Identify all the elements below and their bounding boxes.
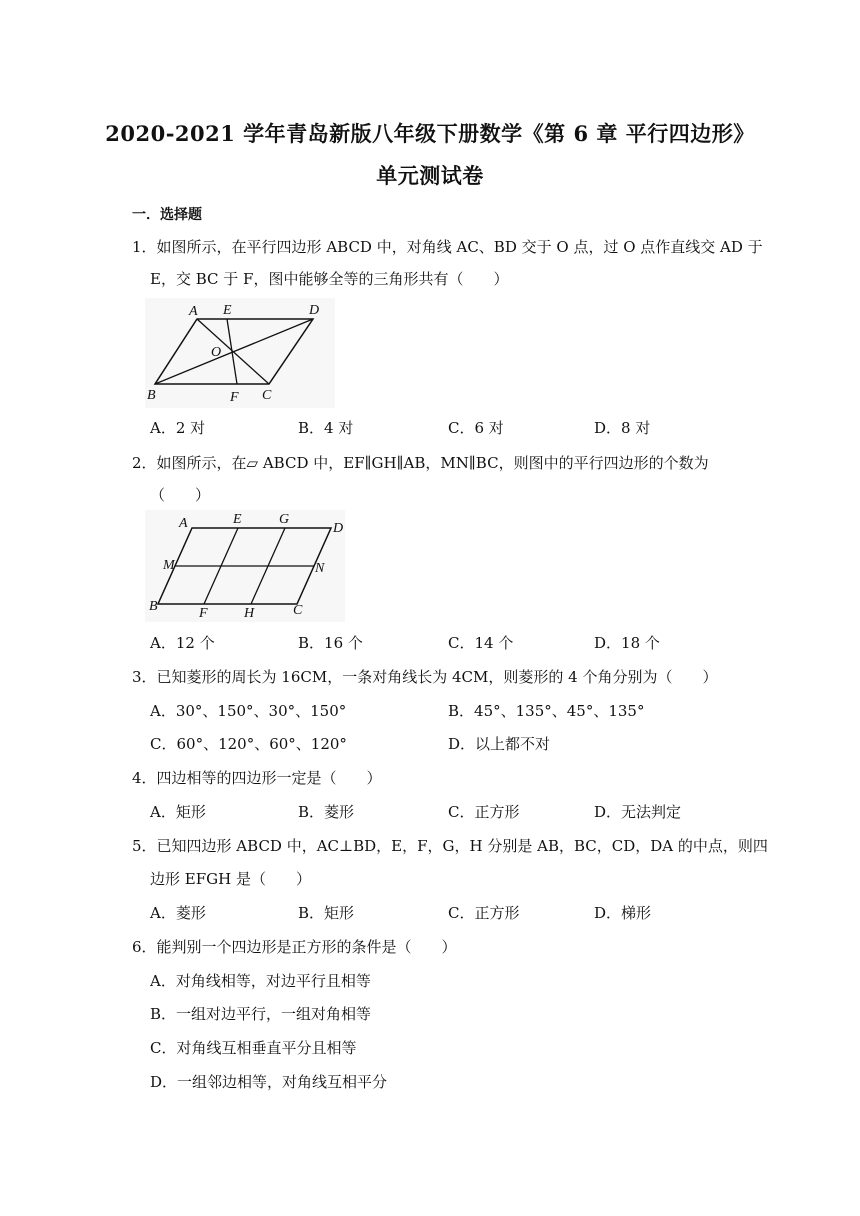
q2-option-c[interactable]: C．14 个 [448, 634, 514, 652]
section-heading: 一．选择题 [132, 207, 202, 223]
document-title: 2020-2021 学年青岛新版八年级下册数学《第 6 章 平行四边形》 [105, 121, 755, 146]
q2-option-a[interactable]: A．12 个 [150, 634, 215, 652]
q4-option-b[interactable]: B．菱形 [298, 803, 355, 821]
q1-label-d: D [309, 303, 320, 318]
q2-option-d[interactable]: D．18 个 [594, 634, 660, 652]
q2-label-a: A [179, 516, 188, 531]
q2-label-e: E [233, 512, 242, 527]
q2-label-f: F [199, 606, 208, 621]
q6-text-line1: 6．能判别一个四边形是正方形的条件是（ ） [132, 938, 457, 956]
q1-option-c[interactable]: C．6 对 [448, 419, 504, 437]
q4-option-c[interactable]: C．正方形 [448, 803, 520, 821]
q1-label-o: O [211, 345, 222, 360]
q1-figure [145, 298, 335, 408]
q3-option-d[interactable]: D．以上都不对 [448, 735, 551, 753]
q3-option-b[interactable]: B．45°、135°、45°、135° [448, 702, 645, 720]
q1-label-e: E [223, 303, 232, 318]
q2-label-h: H [244, 606, 255, 621]
q5-text-line1: 5．已知四边形 ABCD 中，AC⊥BD，E，F，G，H 分别是 AB，BC，CD，DA 的中点，则四 [132, 837, 768, 855]
q1-option-a[interactable]: A．2 对 [150, 419, 206, 437]
q2-label-b: B [149, 599, 158, 614]
q1-label-f: F [230, 390, 239, 405]
q1-option-b[interactable]: B．4 对 [298, 419, 354, 437]
q4-option-a[interactable]: A．矩形 [150, 803, 206, 821]
q5-text-line2: 边形 EFGH 是（ ） [150, 870, 311, 888]
q2-label-g: G [279, 512, 290, 527]
q6-option-d[interactable]: D．一组邻边相等，对角线互相平分 [150, 1073, 388, 1091]
q2-label-m: M [163, 558, 175, 573]
q4-option-d[interactable]: D．无法判定 [594, 803, 682, 821]
q3-text-line1: 3．已知菱形的周长为 16CM，一条对角线长为 4CM，则菱形的 4 个角分别为（ ） [132, 668, 718, 686]
q5-option-c[interactable]: C．正方形 [448, 904, 520, 922]
q6-option-b[interactable]: B．一组对边平行，一组对角相等 [150, 1005, 372, 1023]
q1-label-a: A [189, 304, 198, 319]
q2-text-line1: 2．如图所示，在▱ ABCD 中，EF∥GH∥AB，MN∥BC，则图中的平行四边形的个数为 [132, 454, 709, 472]
q1-label-b: B [147, 388, 156, 403]
q5-option-b[interactable]: B．矩形 [298, 904, 355, 922]
q2-figure [145, 510, 345, 622]
q2-option-b[interactable]: B．16 个 [298, 634, 363, 652]
q1-text-line2: E，交 BC 于 F，图中能够全等的三角形共有（ ） [150, 270, 509, 288]
q3-option-a[interactable]: A．30°、150°、30°、150° [150, 702, 347, 720]
q2-label-d: D [333, 521, 344, 536]
q1-label-c: C [262, 388, 272, 403]
q2-text-line2: （ ） [150, 486, 211, 504]
q4-text-line1: 4．四边相等的四边形一定是（ ） [132, 769, 382, 787]
q5-option-a[interactable]: A．菱形 [150, 904, 206, 922]
q2-label-c: C [293, 603, 303, 618]
q1-option-d[interactable]: D．8 对 [594, 419, 651, 437]
q6-option-c[interactable]: C．对角线互相垂直平分且相等 [150, 1039, 357, 1057]
q1-text-line1: 1．如图所示，在平行四边形 ABCD 中，对角线 AC、BD 交于 O 点，过 O 点作直线交 AD 于 [132, 238, 763, 256]
q3-option-c[interactable]: C．60°、120°、60°、120° [150, 735, 347, 753]
q5-option-d[interactable]: D．梯形 [594, 904, 652, 922]
q6-option-a[interactable]: A．对角线相等，对边平行且相等 [150, 972, 371, 990]
document-subtitle: 单元测试卷 [376, 163, 484, 188]
q2-label-n: N [315, 561, 325, 576]
